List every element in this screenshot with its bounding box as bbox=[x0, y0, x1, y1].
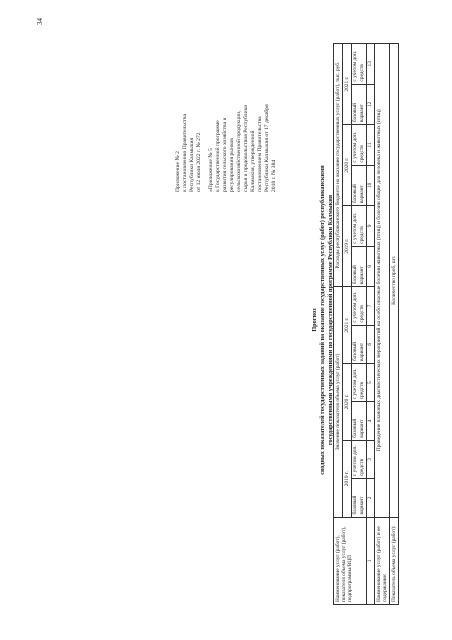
subheader-cell: с учетом доп. средств bbox=[351, 125, 366, 166]
column-number: 10 bbox=[366, 165, 375, 206]
year-header: 2020 г. bbox=[342, 125, 351, 206]
appendix-line: постановлением Правительства bbox=[257, 116, 263, 192]
column-number: 2 bbox=[366, 479, 375, 517]
subheader-cell: с учетом доп. средств bbox=[351, 44, 366, 85]
appendix-block bbox=[175, 27, 278, 192]
subheader-cell: с учетом доп. средств bbox=[351, 287, 366, 325]
year-header: 2019 г. bbox=[342, 440, 351, 517]
subheader-cell: базовый вариант bbox=[351, 165, 366, 206]
column-number: 6 bbox=[366, 325, 375, 363]
title-line-2: сводных показателей государственных заданий на оказание государственных услуг (работ) республиканскими bbox=[319, 165, 326, 475]
appendix-line: регулирования рынков bbox=[229, 138, 235, 192]
header-name-column: Наименование услуг (работ), показателя объема услуг (работ), подпрограммы/ВЦП bbox=[334, 517, 367, 604]
appendix-line: «Приложение № 5 bbox=[208, 148, 214, 192]
row-service-label: Наименование услуг (работ) и ее содержание: bbox=[375, 517, 390, 604]
title-line-3: государственными учреждениями по государственной программе Республики Калмыкия bbox=[327, 194, 334, 446]
appendix-line: развития сельского хозяйства и bbox=[222, 117, 228, 192]
title-line-1: Прогноз bbox=[311, 308, 318, 332]
appendix-line: Республики Калмыкия bbox=[189, 137, 195, 192]
subheader-cell: с учетом доп. средств bbox=[351, 363, 366, 401]
subheader-cell: базовый вариант bbox=[351, 246, 366, 287]
column-number: 3 bbox=[366, 440, 375, 478]
subheader-cell: базовый вариант bbox=[351, 479, 366, 517]
subheader-cell: с учетом доп. средств bbox=[351, 440, 366, 478]
column-number: 8 bbox=[366, 246, 375, 287]
appendix-line: к Государственной программе bbox=[215, 120, 221, 192]
appendix-line: сырья и продовольствия Республики bbox=[243, 104, 249, 192]
appendix-line: сельскохозяйственной продукции, bbox=[236, 110, 242, 192]
appendix-line: Республики Калмыкия от 17 декабря bbox=[264, 104, 270, 192]
document-title bbox=[311, 40, 335, 600]
row-indicator-value: Количество проб, шт. bbox=[390, 44, 399, 518]
subheader-cell: базовый вариант bbox=[351, 402, 366, 440]
header-values: Значение показателя объема услуг (работ) bbox=[334, 287, 343, 517]
column-number: 12 bbox=[366, 84, 375, 125]
row-indicator-label: Показатель объема услуг (работ): bbox=[390, 517, 399, 604]
column-number: 1 bbox=[366, 517, 375, 604]
forecast-table bbox=[333, 43, 399, 605]
column-number: 11 bbox=[366, 125, 375, 166]
appendix-line: Приложение № 2 bbox=[175, 151, 181, 192]
column-number: 4 bbox=[366, 402, 375, 440]
subheader-cell: базовый вариант bbox=[351, 325, 366, 363]
column-number: 9 bbox=[366, 206, 375, 247]
year-header: 2021 г. bbox=[342, 287, 351, 364]
appendix-line: к постановлению Правительства bbox=[182, 114, 188, 192]
year-header: 2021 г. bbox=[342, 44, 351, 125]
header-expenses: Расходы республиканского бюджета на оказание государственных услуг (работ), тыс. руб. bbox=[334, 44, 343, 287]
row-service-value: Проведение плановых диагностических мероприятий на особо опасные болезни животных (птиц) и болезни общие для человека и животных (птиц) bbox=[375, 44, 390, 518]
appendix-line: от 12 июля 2022 г. № 272 bbox=[196, 132, 202, 192]
column-number: 5 bbox=[366, 363, 375, 401]
page-number: 34 bbox=[36, 18, 44, 25]
column-number: 13 bbox=[366, 44, 375, 85]
column-number: 7 bbox=[366, 287, 375, 325]
year-header: 2019 г. bbox=[342, 206, 351, 287]
subheader-cell: с учетом доп. средств bbox=[351, 206, 366, 247]
year-header: 2020 г. bbox=[342, 363, 351, 440]
appendix-line: Калмыкия, утвержденной bbox=[250, 130, 256, 192]
subheader-cell: базовый вариант bbox=[351, 84, 366, 125]
appendix-line: 2018 г. № 384 bbox=[271, 159, 277, 192]
